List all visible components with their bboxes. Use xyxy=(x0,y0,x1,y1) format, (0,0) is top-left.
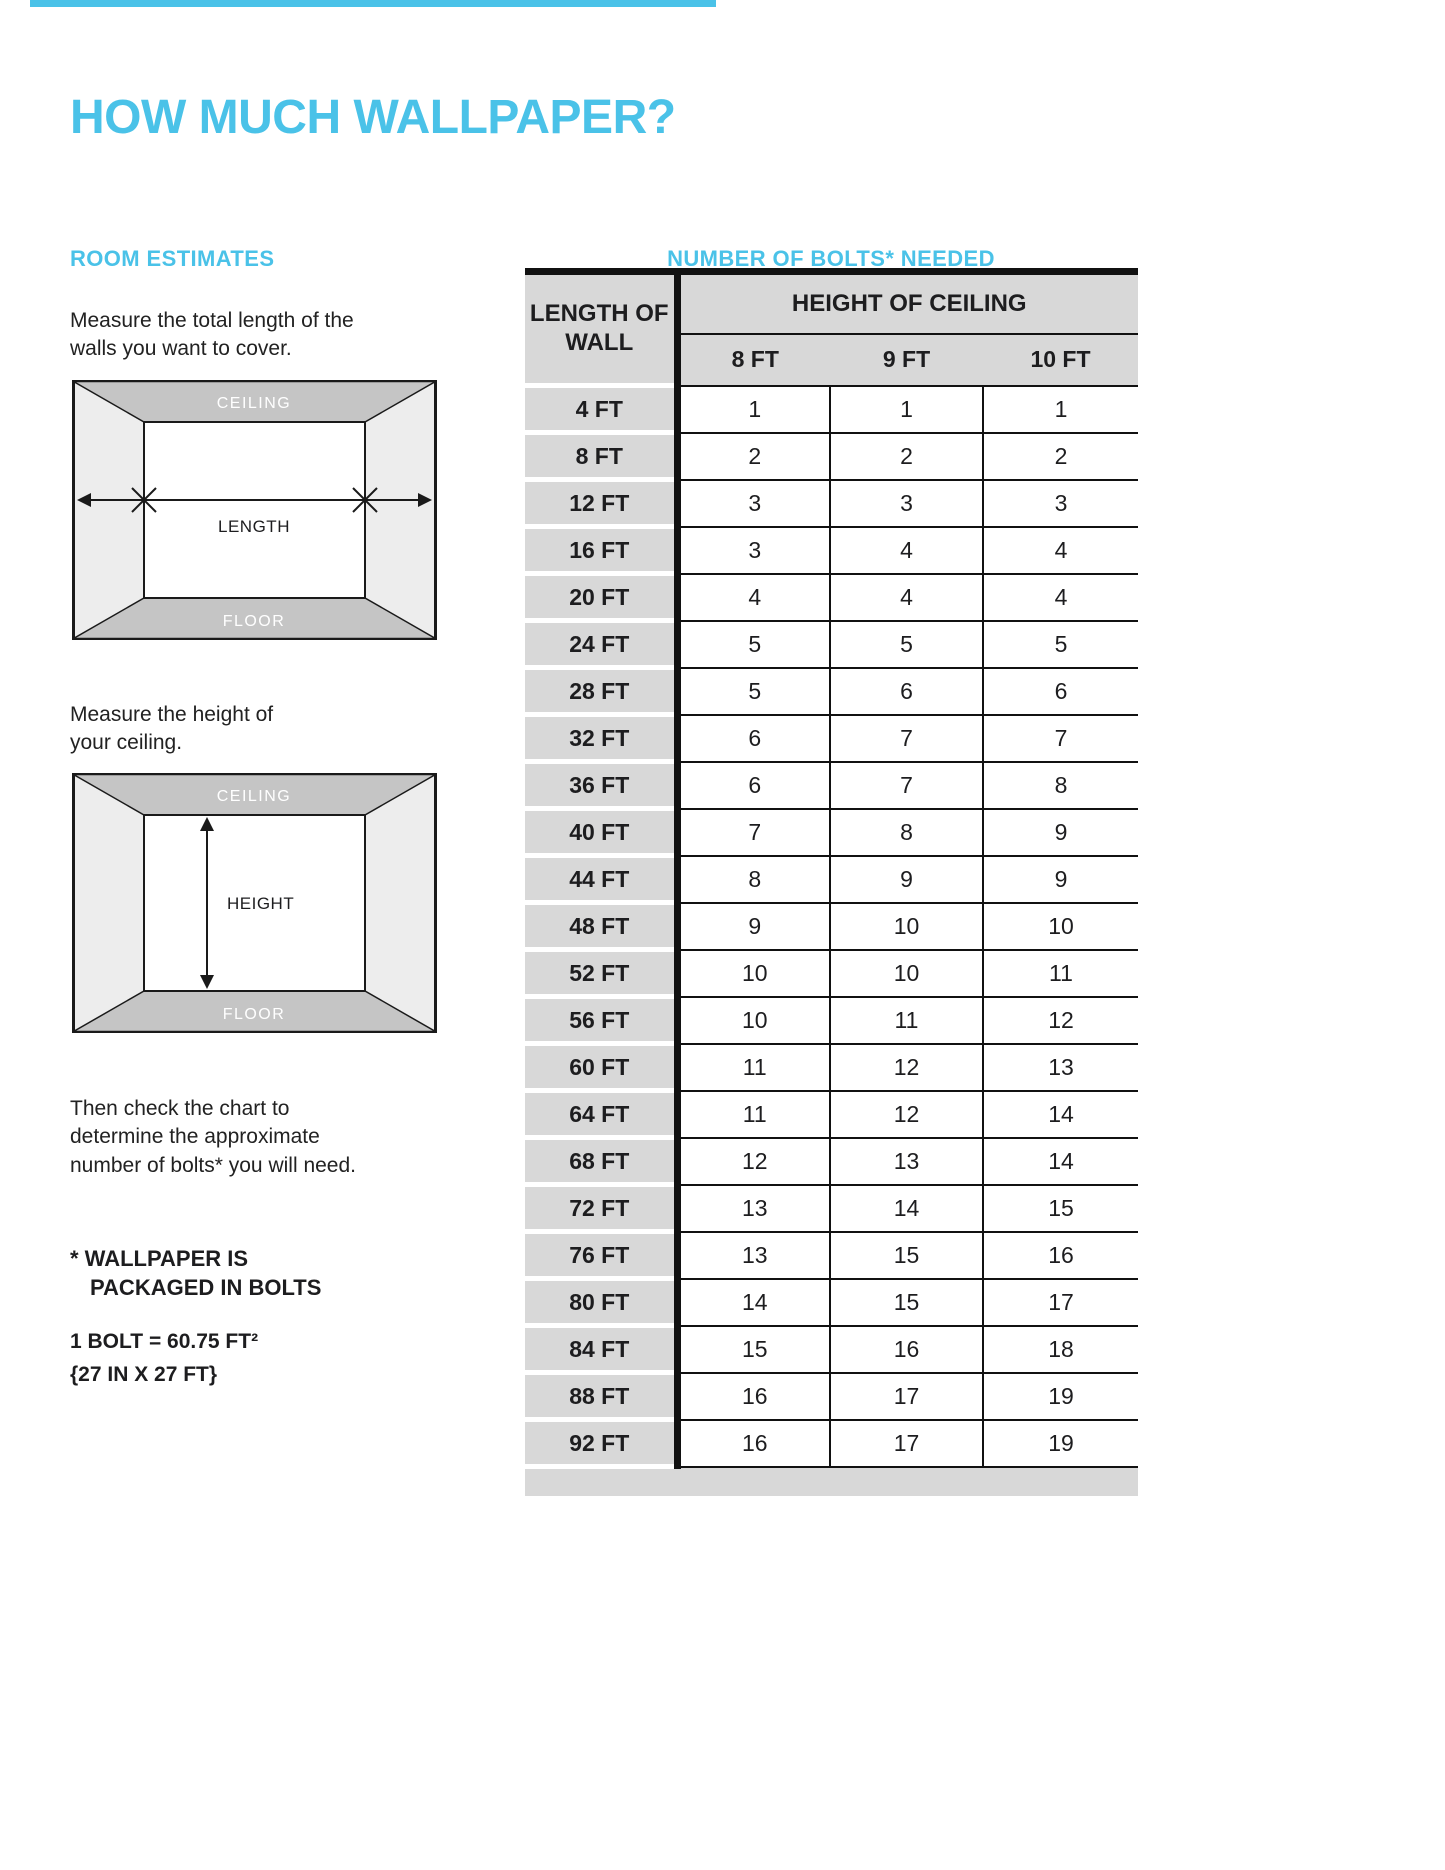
table-row xyxy=(525,433,1138,480)
room-estimates-heading: ROOM ESTIMATES xyxy=(70,246,275,272)
table-row xyxy=(525,1373,1138,1420)
bolt-count-cell: 1 xyxy=(983,386,1138,433)
bolt-count-cell: 2 xyxy=(830,433,983,480)
wall-length-cell: 68 FT xyxy=(525,1138,677,1185)
bolt-count-cell: 9 xyxy=(983,809,1138,856)
table-row xyxy=(525,903,1138,950)
bolt-count-cell: 15 xyxy=(983,1185,1138,1232)
bolt-count-cell: 13 xyxy=(677,1185,830,1232)
bolt-count-cell: 15 xyxy=(830,1279,983,1326)
bolt-count-cell: 3 xyxy=(677,527,830,574)
bolt-count-cell: 15 xyxy=(830,1232,983,1279)
table-row xyxy=(525,621,1138,668)
bolt-count-cell: 6 xyxy=(677,715,830,762)
wall-length-cell: 72 FT xyxy=(525,1185,677,1232)
bolt-count-cell: 1 xyxy=(830,386,983,433)
bolt-count-cell: 5 xyxy=(677,668,830,715)
bolt-count-cell: 10 xyxy=(830,903,983,950)
instruction-measure-height: Measure the height of your ceiling. xyxy=(70,703,274,755)
table-row xyxy=(525,715,1138,762)
bolt-count-cell: 3 xyxy=(677,480,830,527)
bolt-count-cell: 10 xyxy=(677,950,830,997)
bolt-count-cell: 15 xyxy=(677,1326,830,1373)
bolt-count-cell: 19 xyxy=(983,1373,1138,1420)
wall-length-cell: 76 FT xyxy=(525,1232,677,1279)
bolt-count-cell: 11 xyxy=(830,997,983,1044)
bolt-count-cell: 16 xyxy=(677,1373,830,1420)
room-length-diagram xyxy=(72,380,437,640)
ceiling-height-diagram-svg xyxy=(72,773,437,1033)
bolt-count-cell: 4 xyxy=(983,574,1138,621)
table-row xyxy=(525,1185,1138,1232)
bolt-count-cell: 12 xyxy=(830,1091,983,1138)
length-of-wall-header: LENGTH OF WALL xyxy=(525,272,677,386)
bolt-count-cell: 8 xyxy=(677,856,830,903)
table-row xyxy=(525,1232,1138,1279)
table-row xyxy=(525,997,1138,1044)
wall-length-cell: 52 FT xyxy=(525,950,677,997)
wall-length-cell: 60 FT xyxy=(525,1044,677,1091)
wall-length-cell: 40 FT xyxy=(525,809,677,856)
bolt-count-cell: 5 xyxy=(830,621,983,668)
bolt-count-cell: 6 xyxy=(677,762,830,809)
bolt-count-cell: 14 xyxy=(830,1185,983,1232)
bolt-count-cell: 13 xyxy=(677,1232,830,1279)
bolt-count-cell: 4 xyxy=(830,527,983,574)
column-header-10ft: 10 FT xyxy=(983,334,1138,386)
bolt-count-cell: 4 xyxy=(677,574,830,621)
table-row xyxy=(525,950,1138,997)
bolt-count-cell: 14 xyxy=(677,1279,830,1326)
floor-label: FLOOR xyxy=(222,613,286,630)
footnote-line1: * WALLPAPER IS xyxy=(70,1246,249,1271)
bolt-count-cell: 2 xyxy=(677,433,830,480)
bolts-table xyxy=(525,268,1138,1496)
length-measure-label: LENGTH xyxy=(218,517,290,536)
bolt-count-cell: 10 xyxy=(983,903,1138,950)
table-row xyxy=(525,1279,1138,1326)
wall-length-cell: 84 FT xyxy=(525,1326,677,1373)
bolt-count-cell: 7 xyxy=(983,715,1138,762)
bolt-count-cell: 19 xyxy=(983,1420,1138,1467)
table-row xyxy=(525,1091,1138,1138)
wall-length-cell: 32 FT xyxy=(525,715,677,762)
bolt-count-cell: 13 xyxy=(830,1138,983,1185)
wall-length-cell: 28 FT xyxy=(525,668,677,715)
bolt-count-cell: 6 xyxy=(983,668,1138,715)
bolt-count-cell: 6 xyxy=(830,668,983,715)
bolt-count-cell: 7 xyxy=(677,809,830,856)
bolt-count-cell: 14 xyxy=(983,1091,1138,1138)
bolt-count-cell: 18 xyxy=(983,1326,1138,1373)
bolt-count-cell: 11 xyxy=(677,1044,830,1091)
bolt-spec-line2: {27 IN X 27 FT} xyxy=(70,1362,218,1386)
bolt-count-cell: 5 xyxy=(983,621,1138,668)
table-header-row-1 xyxy=(525,272,1138,334)
bolt-count-cell: 11 xyxy=(983,950,1138,997)
footnote-line2: PACKAGED IN BOLTS xyxy=(90,1274,322,1300)
table-footer-row xyxy=(525,1467,1138,1496)
wall-length-cell: 64 FT xyxy=(525,1091,677,1138)
wall-face xyxy=(144,422,365,598)
bolt-count-cell: 2 xyxy=(983,433,1138,480)
bolt-count-cell: 5 xyxy=(677,621,830,668)
bolt-count-cell: 13 xyxy=(983,1044,1138,1091)
bolt-count-cell: 9 xyxy=(830,856,983,903)
table-row xyxy=(525,1044,1138,1091)
bolt-count-cell: 7 xyxy=(830,715,983,762)
wall-length-cell: 12 FT xyxy=(525,480,677,527)
bolt-count-cell: 12 xyxy=(830,1044,983,1091)
bolt-count-cell: 10 xyxy=(677,997,830,1044)
bolts-table-body xyxy=(525,386,1138,1467)
wall-length-cell: 80 FT xyxy=(525,1279,677,1326)
table-row xyxy=(525,668,1138,715)
table-row xyxy=(525,809,1138,856)
bolt-count-cell: 3 xyxy=(830,480,983,527)
height-of-ceiling-header: HEIGHT OF CEILING xyxy=(677,272,1138,334)
bolts-footnote xyxy=(70,1245,321,1302)
bolt-count-cell: 12 xyxy=(983,997,1138,1044)
ceiling-label: CEILING xyxy=(216,788,292,805)
bolt-count-cell: 8 xyxy=(983,762,1138,809)
bolt-spec-line1: 1 BOLT = 60.75 FT² xyxy=(70,1330,259,1353)
instruction-measure-length: Measure the total length of the walls you want to cover. xyxy=(70,309,354,361)
table-row xyxy=(525,480,1138,527)
column-header-9ft: 9 FT xyxy=(830,334,983,386)
instruction-check-chart: Then check the chart to determine the approximate number of bolts* you will need. xyxy=(70,1097,356,1177)
bolt-count-cell: 4 xyxy=(830,574,983,621)
bolt-count-cell: 17 xyxy=(830,1420,983,1467)
bolt-count-cell: 16 xyxy=(983,1232,1138,1279)
column-header-8ft: 8 FT xyxy=(677,334,830,386)
wall-length-cell: 48 FT xyxy=(525,903,677,950)
table-row xyxy=(525,856,1138,903)
table-row xyxy=(525,527,1138,574)
bolt-count-cell: 16 xyxy=(677,1420,830,1467)
height-measure-label: HEIGHT xyxy=(227,894,295,913)
bolt-count-cell: 4 xyxy=(983,527,1138,574)
table-row xyxy=(525,1420,1138,1467)
table-row xyxy=(525,1138,1138,1185)
page-title: HOW MUCH WALLPAPER? xyxy=(70,91,676,145)
bolt-count-cell: 3 xyxy=(983,480,1138,527)
bolt-count-cell: 1 xyxy=(677,386,830,433)
wall-length-cell: 8 FT xyxy=(525,433,677,480)
wall-length-cell: 56 FT xyxy=(525,997,677,1044)
wall-length-cell: 24 FT xyxy=(525,621,677,668)
bolt-count-cell: 12 xyxy=(677,1138,830,1185)
room-length-diagram-svg xyxy=(72,380,437,640)
wall-length-cell: 88 FT xyxy=(525,1373,677,1420)
wall-length-cell: 16 FT xyxy=(525,527,677,574)
wall-length-cell: 92 FT xyxy=(525,1420,677,1467)
bolt-count-cell: 16 xyxy=(830,1326,983,1373)
table-row xyxy=(525,386,1138,433)
wall-length-cell: 20 FT xyxy=(525,574,677,621)
table-row xyxy=(525,762,1138,809)
bolt-count-cell: 17 xyxy=(830,1373,983,1420)
bolt-count-cell: 11 xyxy=(677,1091,830,1138)
wall-length-cell: 4 FT xyxy=(525,386,677,433)
bolt-count-cell: 9 xyxy=(677,903,830,950)
bolt-count-cell: 17 xyxy=(983,1279,1138,1326)
bolt-count-cell: 10 xyxy=(830,950,983,997)
wall-length-cell: 44 FT xyxy=(525,856,677,903)
ceiling-label: CEILING xyxy=(216,395,292,412)
wall-length-cell: 36 FT xyxy=(525,762,677,809)
bolt-count-cell: 7 xyxy=(830,762,983,809)
bolt-spec xyxy=(70,1326,258,1391)
top-accent-strip xyxy=(30,0,716,7)
bolt-count-cell: 8 xyxy=(830,809,983,856)
table-row xyxy=(525,1326,1138,1373)
ceiling-height-diagram xyxy=(72,773,437,1033)
table-footer-band xyxy=(525,1467,1138,1496)
bolt-count-cell: 9 xyxy=(983,856,1138,903)
floor-label: FLOOR xyxy=(222,1006,286,1023)
bolt-count-cell: 14 xyxy=(983,1138,1138,1185)
bolts-table-heading: NUMBER OF BOLTS* NEEDED xyxy=(667,246,995,272)
table-row xyxy=(525,574,1138,621)
